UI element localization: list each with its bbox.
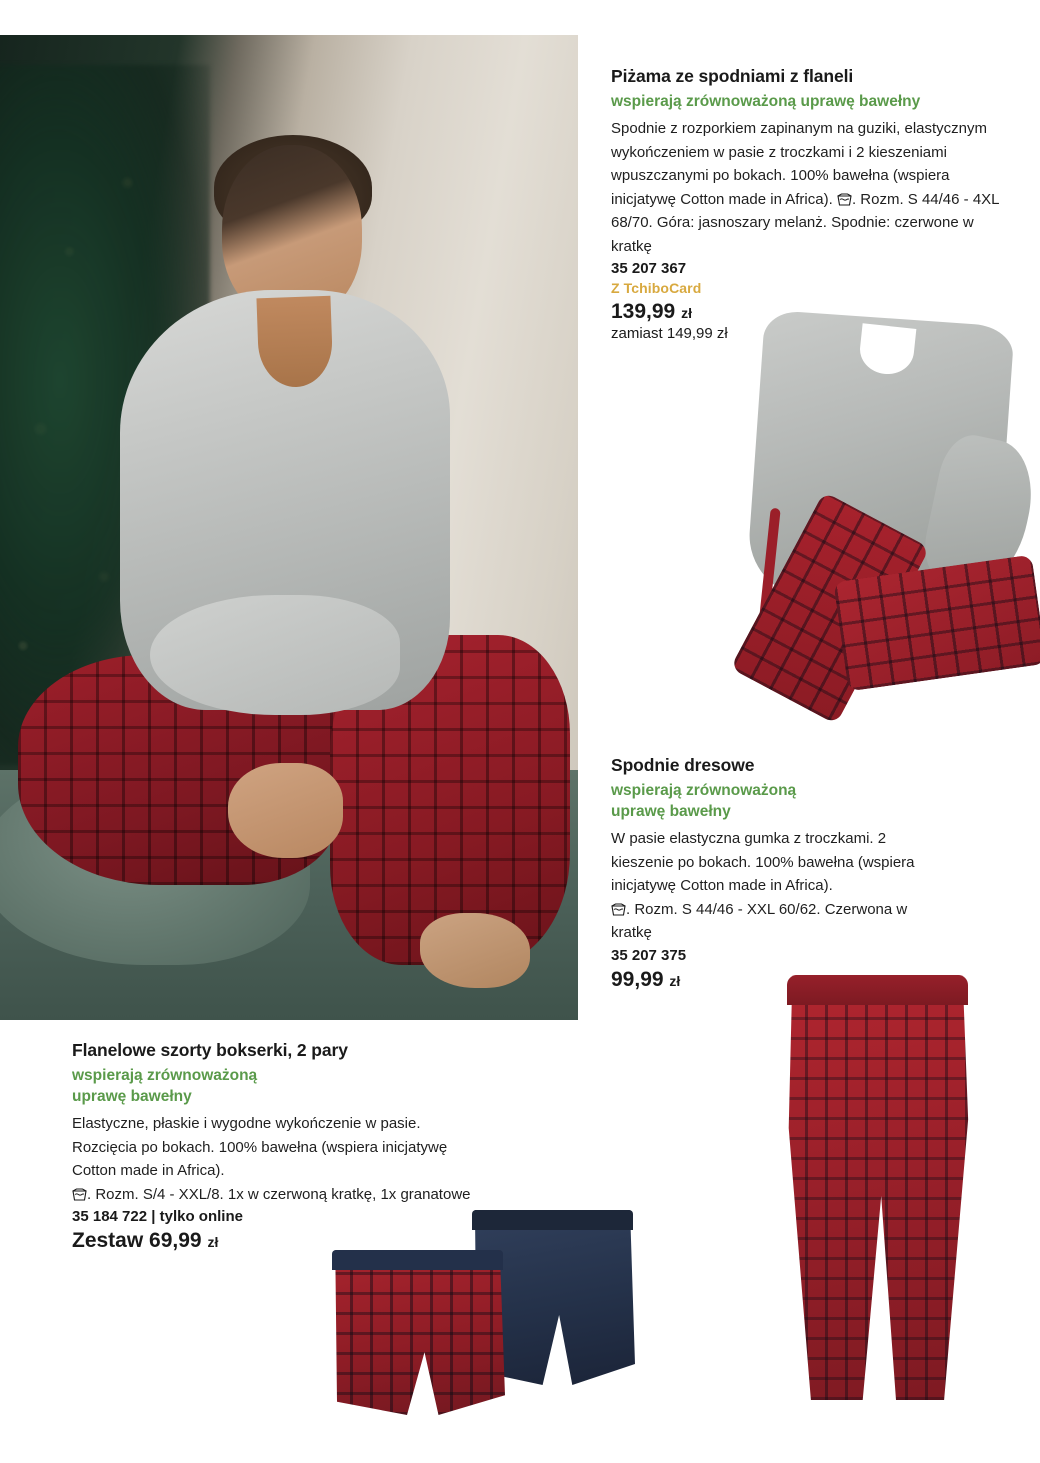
model-foot bbox=[420, 913, 530, 988]
product-2-description-tail: . Rozm. S 44/46 - XXL 60/62. Czerwona w kratkę bbox=[611, 900, 908, 941]
boxer-check bbox=[330, 1250, 505, 1415]
product-1-currency: zł bbox=[681, 305, 692, 321]
boxer-check-waistband bbox=[332, 1250, 503, 1270]
product-3-eco-line2: uprawę bawełny bbox=[72, 1088, 192, 1105]
product-2-eco-claim bbox=[611, 780, 951, 822]
product-1-description-text: Spodnie z rozporkiem zapinanym na guziki, elastycznym wykończeniem w pasie z troczkami i 2 kieszeniami wpuszczanymi po bokach. 100% bawełna (wspiera inicjatywę Cotton made in Africa). bbox=[611, 120, 988, 208]
product-3-eco-line1: wspierają zrównoważoną bbox=[72, 1067, 258, 1084]
product-2-description bbox=[611, 827, 951, 945]
product-3-price-value: 69,99 bbox=[149, 1229, 202, 1252]
product-3-set-label: Zestaw bbox=[72, 1229, 144, 1252]
product-3-description-text: Elastyczne, płaskie i wygodne wykończenie w pasie. Rozcięcia po bokach. 100% bawełna (wspiera inicjatywę Cotton made in Africa). bbox=[72, 1115, 448, 1179]
product-3-description bbox=[72, 1112, 472, 1206]
product-1-description-tail: . Rozm. S 44/46 - 4XL 68/70. Góra: jasnoszary melanż. Spodnie: czerwone w kratkę bbox=[611, 190, 999, 255]
product-1-info bbox=[611, 66, 1011, 342]
hero-lifestyle-photo bbox=[0, 35, 578, 1020]
product-1-eco-claim: wspierają zrównoważoną uprawę bawełny bbox=[611, 93, 921, 110]
wash-care-icon bbox=[837, 190, 852, 203]
product-1-article-number: 35 207 367 bbox=[611, 260, 687, 277]
product-1-price-value: 139,99 bbox=[611, 300, 676, 323]
boxer-navy-waistband bbox=[472, 1210, 633, 1230]
product-3-currency: zł bbox=[207, 1234, 219, 1250]
product-2-info bbox=[611, 755, 951, 992]
product-3-article-number: 35 184 722 | tylko online bbox=[72, 1208, 243, 1225]
product-1-old-price: zamiast 149,99 zł bbox=[611, 325, 728, 342]
product-2-eco-line1: wspierają zrównoważoną bbox=[611, 782, 797, 799]
product-2-description-text: W pasie elastyczna gumka z troczkami. 2 kieszenie po bokach. 100% bawełna (wspiera inicjatywę Cotton made in Africa). bbox=[611, 830, 915, 894]
product-3-title: Flanelowe szorty bokserki, 2 pary bbox=[72, 1040, 348, 1060]
sweatpants-body bbox=[785, 975, 970, 1400]
pyjama-pants bbox=[710, 508, 1030, 738]
wash-care-icon bbox=[72, 1185, 87, 1198]
product-2-eco-line2: uprawę bawełny bbox=[611, 803, 731, 820]
product-3-image bbox=[330, 1200, 630, 1420]
product-3-description-tail: . Rozm. S/4 - XXL/8. 1x w czerwoną kratkę, 1x granatowe bbox=[87, 1185, 471, 1203]
sweatpants-waistband bbox=[787, 975, 968, 1005]
product-3-eco-claim bbox=[72, 1065, 472, 1107]
product-2-title: Spodnie dresowe bbox=[611, 755, 755, 775]
product-2-price-value: 99,99 bbox=[611, 967, 664, 991]
model-hands bbox=[228, 763, 343, 858]
product-2-article-number: 35 207 375 bbox=[611, 946, 687, 964]
product-2-currency: zł bbox=[669, 972, 681, 989]
wash-care-icon bbox=[611, 900, 626, 913]
model-arms bbox=[150, 595, 400, 715]
product-1-title: Piżama ze spodniami z flaneli bbox=[611, 66, 854, 86]
product-1-description bbox=[611, 117, 1011, 258]
product-1-tchibocard-label: Z TchiboCard bbox=[611, 280, 702, 296]
product-2-image bbox=[775, 975, 980, 1400]
product-1-image bbox=[700, 318, 1030, 738]
